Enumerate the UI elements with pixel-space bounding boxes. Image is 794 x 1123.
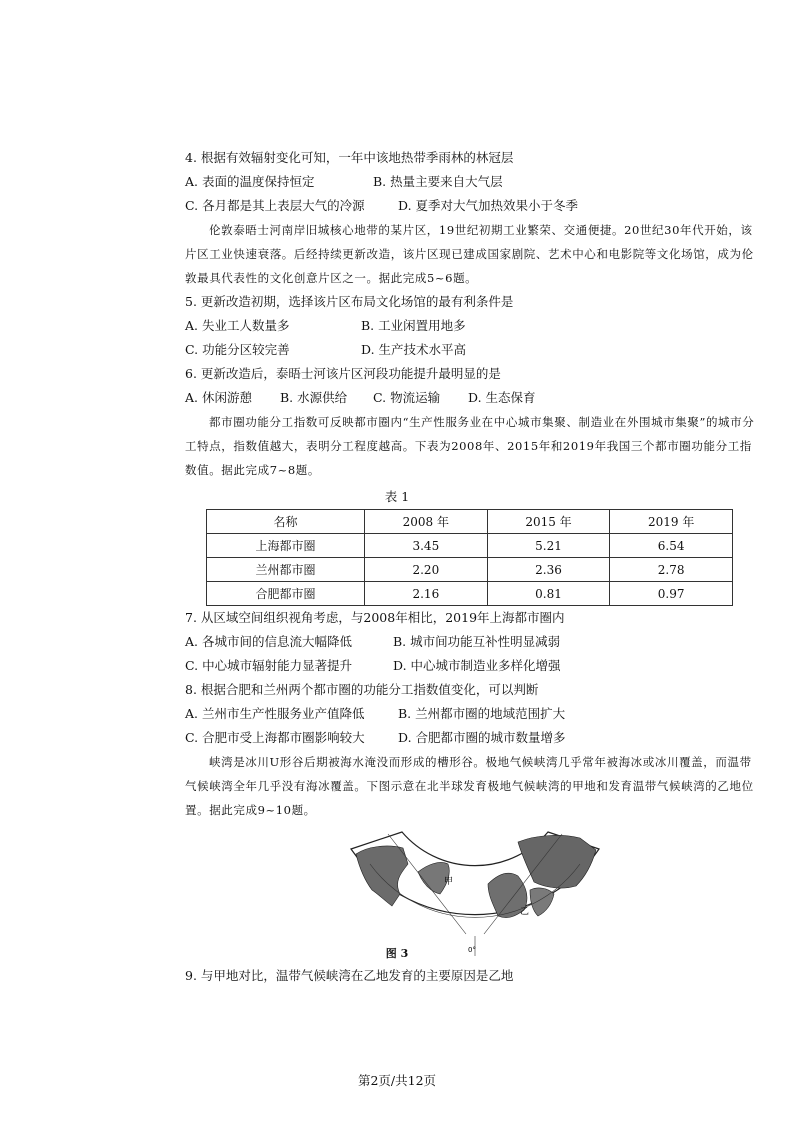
table-caption: 表 1	[384, 489, 410, 504]
q4-option-d: D. 夏季对大气加热效果小于冬季	[398, 198, 579, 213]
page-footer: 第2页/共12页	[357, 1073, 437, 1088]
table-cell: 2.78	[610, 558, 733, 582]
table-cell: 兰州都市圈	[207, 558, 365, 582]
passage-5-6: 伦敦泰晤士河南岸旧城核心地带的某片区，19世纪初期工业繁荣、交通便捷。20世纪30年代开始，该片区工业快速衰落。后经持续更新改造，该片区现已建成国家剧院、艺术中心和电影院等文化场馆，成为伦敦最具代表性的文化创意片区之一。据此完成5~6题。	[185, 223, 754, 285]
q5-option-d: D. 生产技术水平高	[361, 342, 467, 357]
q6-option-b: B. 水源供给	[280, 390, 348, 405]
q8-option-c: C. 合肥市受上海都市圈影响较大	[185, 730, 365, 745]
table-header-cell: 2019 年	[610, 510, 733, 534]
table-cell: 上海都市圈	[207, 534, 365, 558]
q4-option-c: C. 各月都是其上表层大气的冷源	[185, 198, 365, 213]
table-cell: 5.21	[487, 534, 610, 558]
q4-option-a: A. 表面的温度保持恒定	[185, 174, 315, 189]
q8-option-a: A. 兰州市生产性服务业产值降低	[185, 706, 365, 721]
label-yi: 乙	[520, 907, 530, 917]
passage-9-10: 峡湾是冰川U形谷后期被海水淹没而形成的槽形谷。极地气候峡湾几乎常年被海冰或冰川覆盖，而温带气候峡湾全年几乎没有海冰覆盖。下图示意在北半球发育极地气候峡湾的甲地和发育温带气候峡湾的乙地位置。据此完成9~10题。	[185, 755, 754, 817]
table-cell: 2.36	[487, 558, 610, 582]
table-cell: 合肥都市圈	[207, 582, 365, 606]
q7-option-c: C. 中心城市辐射能力显著提升	[185, 658, 353, 673]
table-cell: 2.20	[365, 558, 488, 582]
q8-stem: 8. 根据合肥和兰州两个都市圈的功能分工指数值变化，可以判断	[185, 682, 539, 697]
q5-option-c: C. 功能分区较完善	[185, 342, 290, 357]
q5-option-b: B. 工业闲置用地多	[361, 318, 466, 333]
landmass-scandinavia	[530, 888, 554, 916]
label-zero-meridian: 0°	[468, 946, 476, 954]
q4-option-b: B. 热量主要来自大气层	[373, 174, 503, 189]
q9-stem: 9. 与甲地对比，温带气候峡湾在乙地发育的主要原因是乙地	[185, 968, 514, 983]
table-row	[207, 582, 733, 606]
table-cell: 6.54	[610, 534, 733, 558]
q6-stem: 6. 更新改造后，泰晤士河该片区河段功能提升最明显的是	[185, 366, 501, 381]
function-index-table	[206, 509, 733, 606]
q5-option-a: A. 失业工人数量多	[185, 318, 290, 333]
q7-option-d: D. 中心城市制造业多样化增强	[393, 658, 561, 673]
label-jia: 甲	[444, 877, 454, 887]
q7-option-a: A. 各城市间的信息流大幅降低	[185, 634, 352, 649]
q7-stem: 7. 从区域空间组织视角考虑，与2008年相比，2019年上海都市圈内	[185, 610, 565, 625]
table-cell: 2.16	[365, 582, 488, 606]
figure-caption: 图 3	[385, 947, 409, 960]
table-row	[207, 534, 733, 558]
table-row	[207, 558, 733, 582]
q8-option-d: D. 合肥都市圈的城市数量增多	[398, 730, 566, 745]
q6-option-d: D. 生态保育	[468, 390, 536, 405]
table-cell: 0.81	[487, 582, 610, 606]
q6-option-a: A. 休闲游憩	[185, 390, 252, 405]
table-header-cell: 2015 年	[487, 510, 610, 534]
q4-stem: 4. 根据有效辐射变化可知，一年中该地热带季雨林的林冠层	[185, 150, 514, 165]
q7-option-b: B. 城市间功能互补性明显减弱	[393, 634, 561, 649]
q8-option-b: B. 兰州都市圈的地域范围扩大	[398, 706, 566, 721]
q6-option-c: C. 物流运输	[373, 390, 441, 405]
table-header-cell: 2008 年	[365, 510, 488, 534]
passage-7-8: 都市圈功能分工指数可反映都市圈内“生产性服务业在中心城市集聚、制造业在外围城市集聚”的城市分工特点，指数值越大，表明分工程度越高。下表为2008年、2015年和2019年我国三个都市圈功能分工指数值。据此完成7~8题。	[185, 415, 755, 477]
q5-stem: 5. 更新改造初期，选择该片区布局文化场馆的最有利条件是	[185, 294, 514, 309]
table-cell: 0.97	[610, 582, 733, 606]
table-header-row	[207, 510, 733, 534]
table-cell: 3.45	[365, 534, 488, 558]
polar-map-figure	[348, 824, 602, 962]
table-header-cell: 名称	[207, 510, 365, 534]
